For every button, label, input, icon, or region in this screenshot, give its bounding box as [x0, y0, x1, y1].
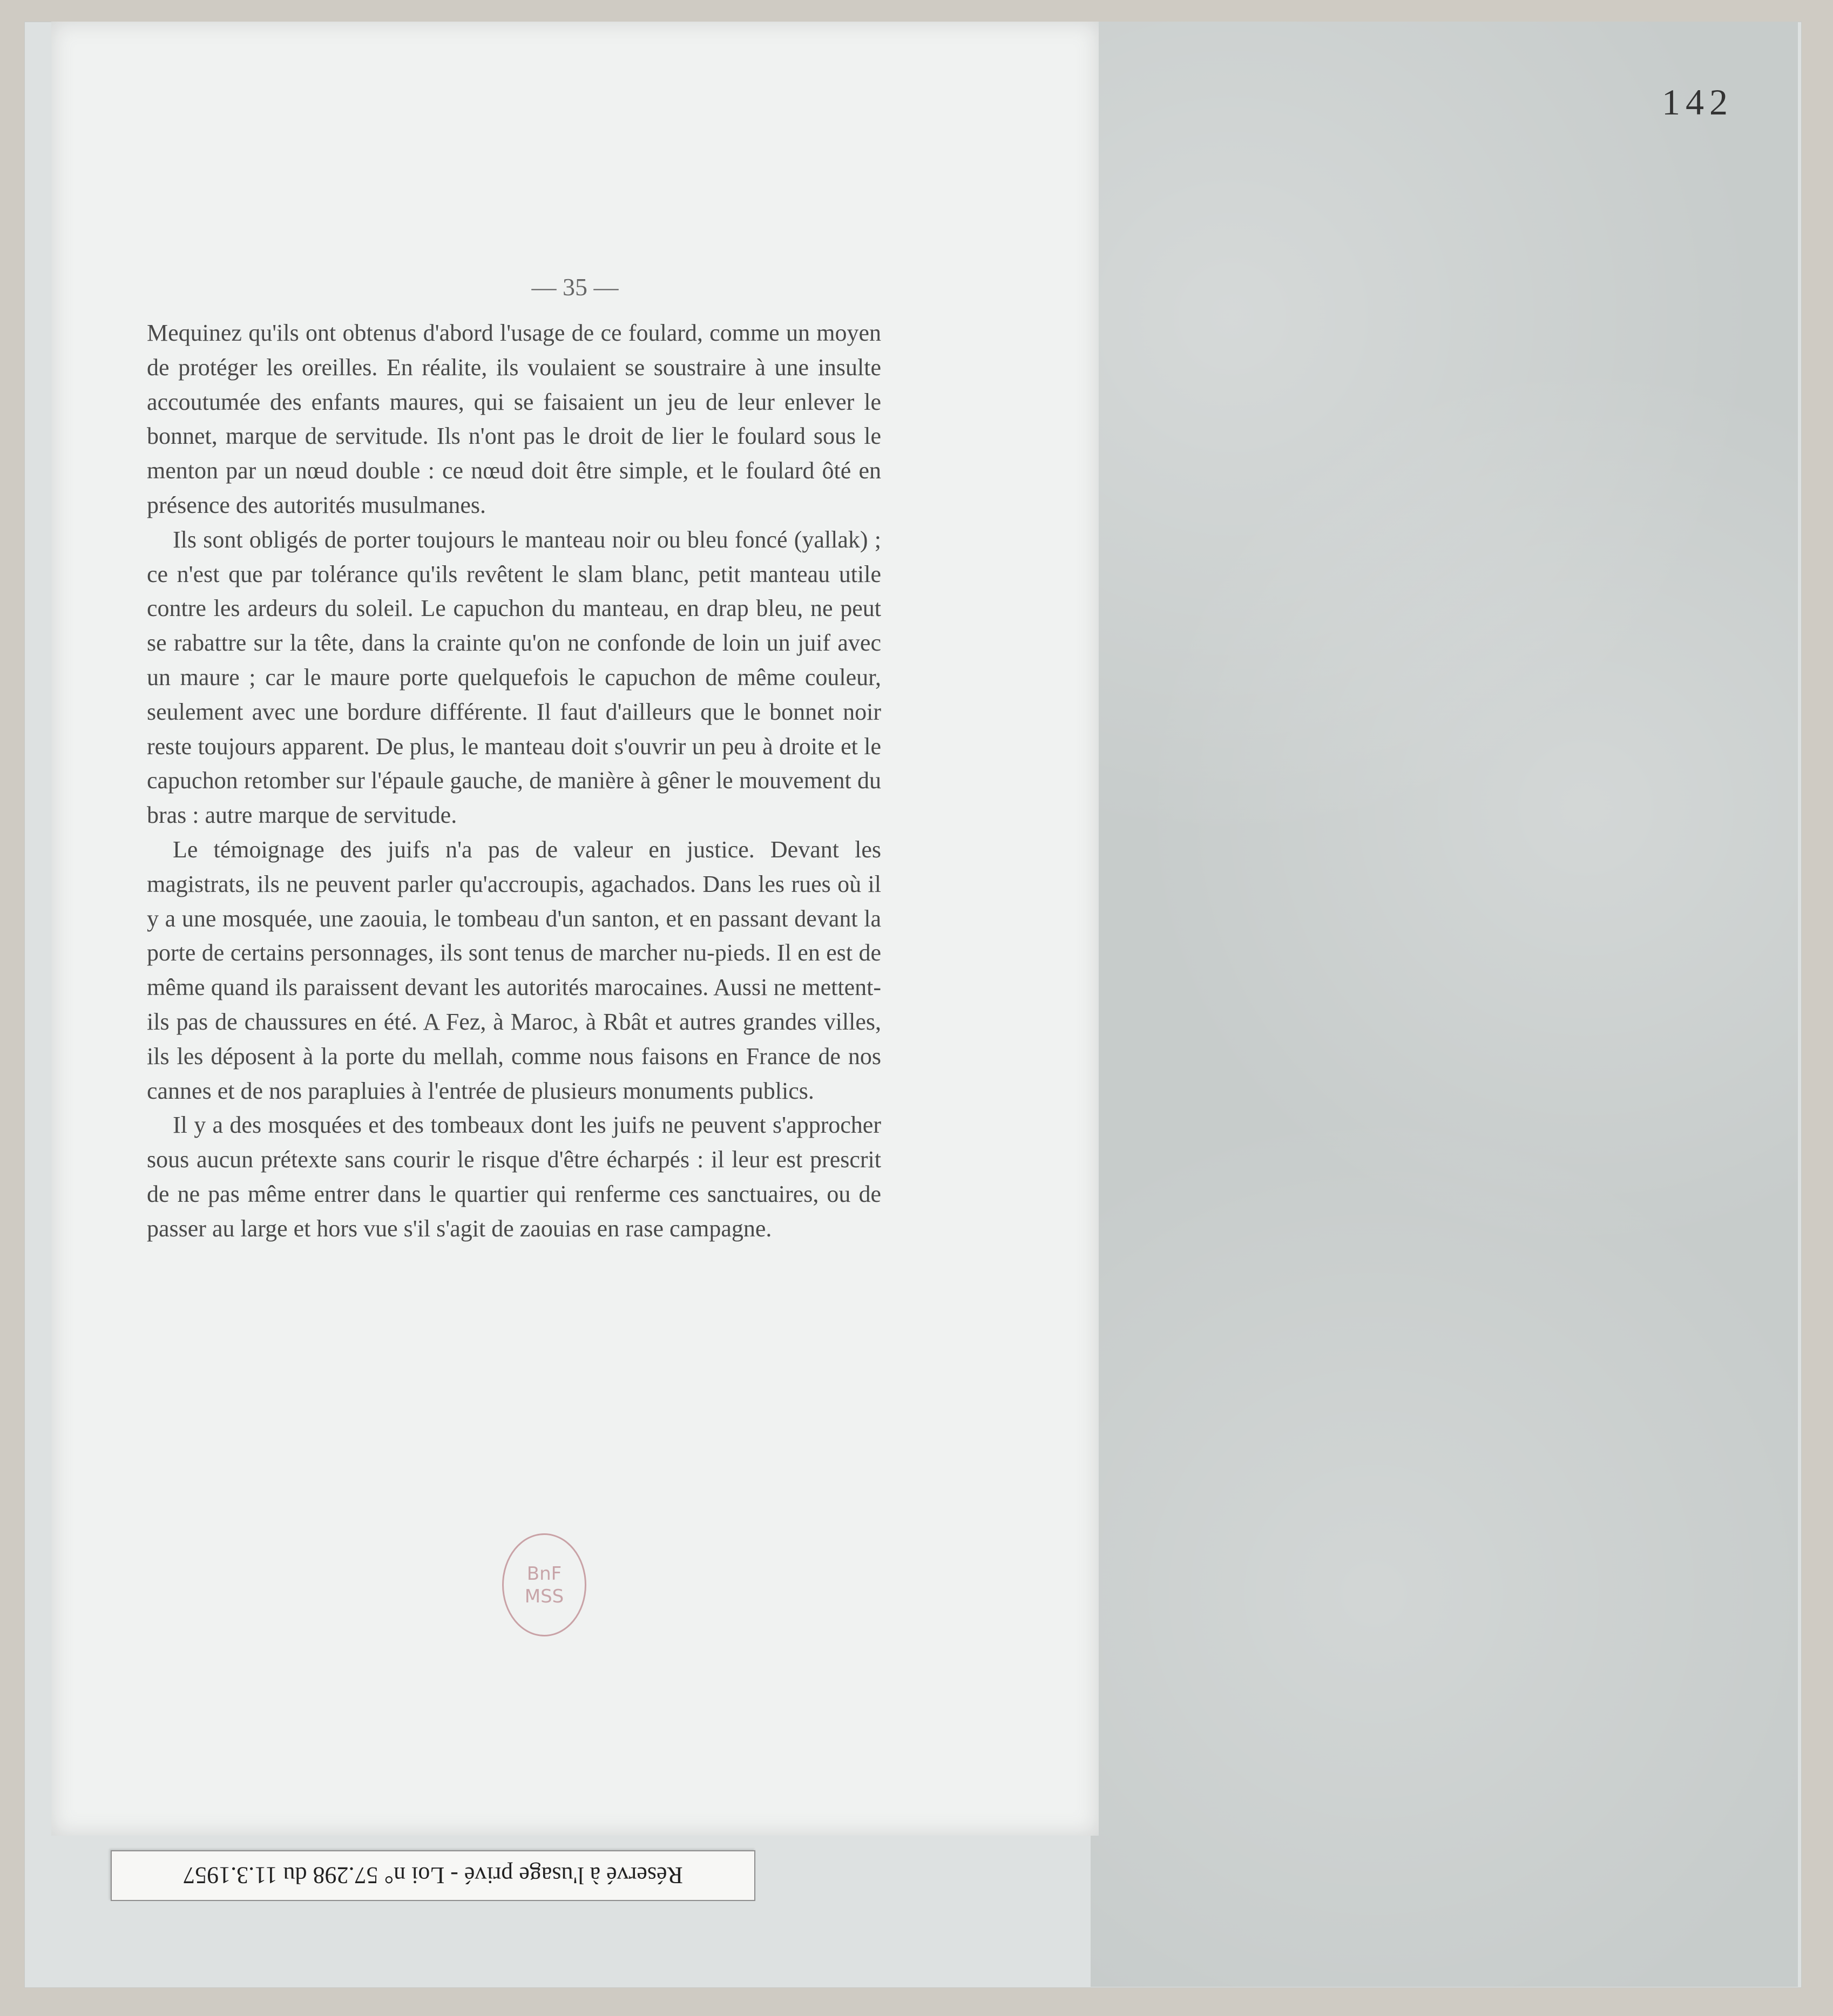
blank-backing-panel — [1091, 22, 1798, 1987]
page-number-header: — 35 — — [531, 273, 619, 301]
stamp-line: MSS — [524, 1585, 564, 1607]
folio-number: 142 — [1662, 82, 1733, 123]
paragraph: Ils sont obligés de porter toujours le manteau noir ou bleu foncé (yallak) ; ce n'est que par tolérance qu'ils revêtent le slam blanc, petit manteau utile contre les ardeurs du soleil. Le capuchon du manteau, en drap bleu, ne peut se rabattre sur la tête, dans la crainte qu'on ne confonde de loin un juif avec un maure ; car le maure porte quelquefois le capuchon de même couleur, seulement avec une bordure différente. Il faut d'ailleurs que le bonnet noir reste toujours apparent. De plus, le manteau doit s'ouvrir un peu à droite et le capuchon retomber sur l'épaule gauche, de manière à gêner le mouvement du bras : autre marque de servitude. — [147, 526, 881, 829]
stamp-line: BnF — [526, 1562, 562, 1585]
paragraph: Il y a des mosquées et des tombeaux dont les juifs ne peuvent s'approcher sous aucun prétexte sans courir le risque d'être écharpés : il leur est prescrit de ne pas même entrer dans le quartier qui renferme ces sanctuaires, ou de passer au large et hors vue s'il s'agit de zaouias en rase campagne. — [147, 1112, 881, 1242]
page-body-text — [147, 316, 881, 1246]
library-stamp — [502, 1533, 586, 1636]
paragraph: Mequinez qu'ils ont obtenus d'abord l'usage de ce foulard, comme un moyen de protéger les oreilles. En réalite, ils voulaient se soustraire à une insulte accoutumée des enfants maures, qui se faisaient un jeu de leur enlever le bonnet, marque de servitude. Ils n'ont pas le droit de lier le foulard sous le menton par un nœud double : ce nœud doit être simple, et le foulard ôté en présence des autorités musulmanes. — [147, 320, 881, 518]
paragraph: Le témoignage des juifs n'a pas de valeur en justice. Devant les magistrats, ils ne peuvent parler qu'accroupis, agachados. Dans les rues où il y a une mosquée, une zaouia, le tombeau d'un santon, et en passant devant la porte de certains personnages, ils sont tenus de marcher nu-pieds. Il en est de même quand ils paraissent devant les autorités marocaines. Aussi ne mettent-ils pas de chaussures en été. A Fez, à Maroc, à Rbât et autres grandes villes, ils les déposent à la porte du mellah, comme nous faisons en France de nos cannes et de nos parapluies à l'entrée de plusieurs monuments publics. — [147, 836, 881, 1104]
rights-notice-text: Réservé à l'usage privé - Loi n° 57.298 du 11.3.1957 — [183, 1862, 683, 1889]
book-page — [51, 22, 1099, 1836]
rights-notice-label — [111, 1850, 755, 1901]
